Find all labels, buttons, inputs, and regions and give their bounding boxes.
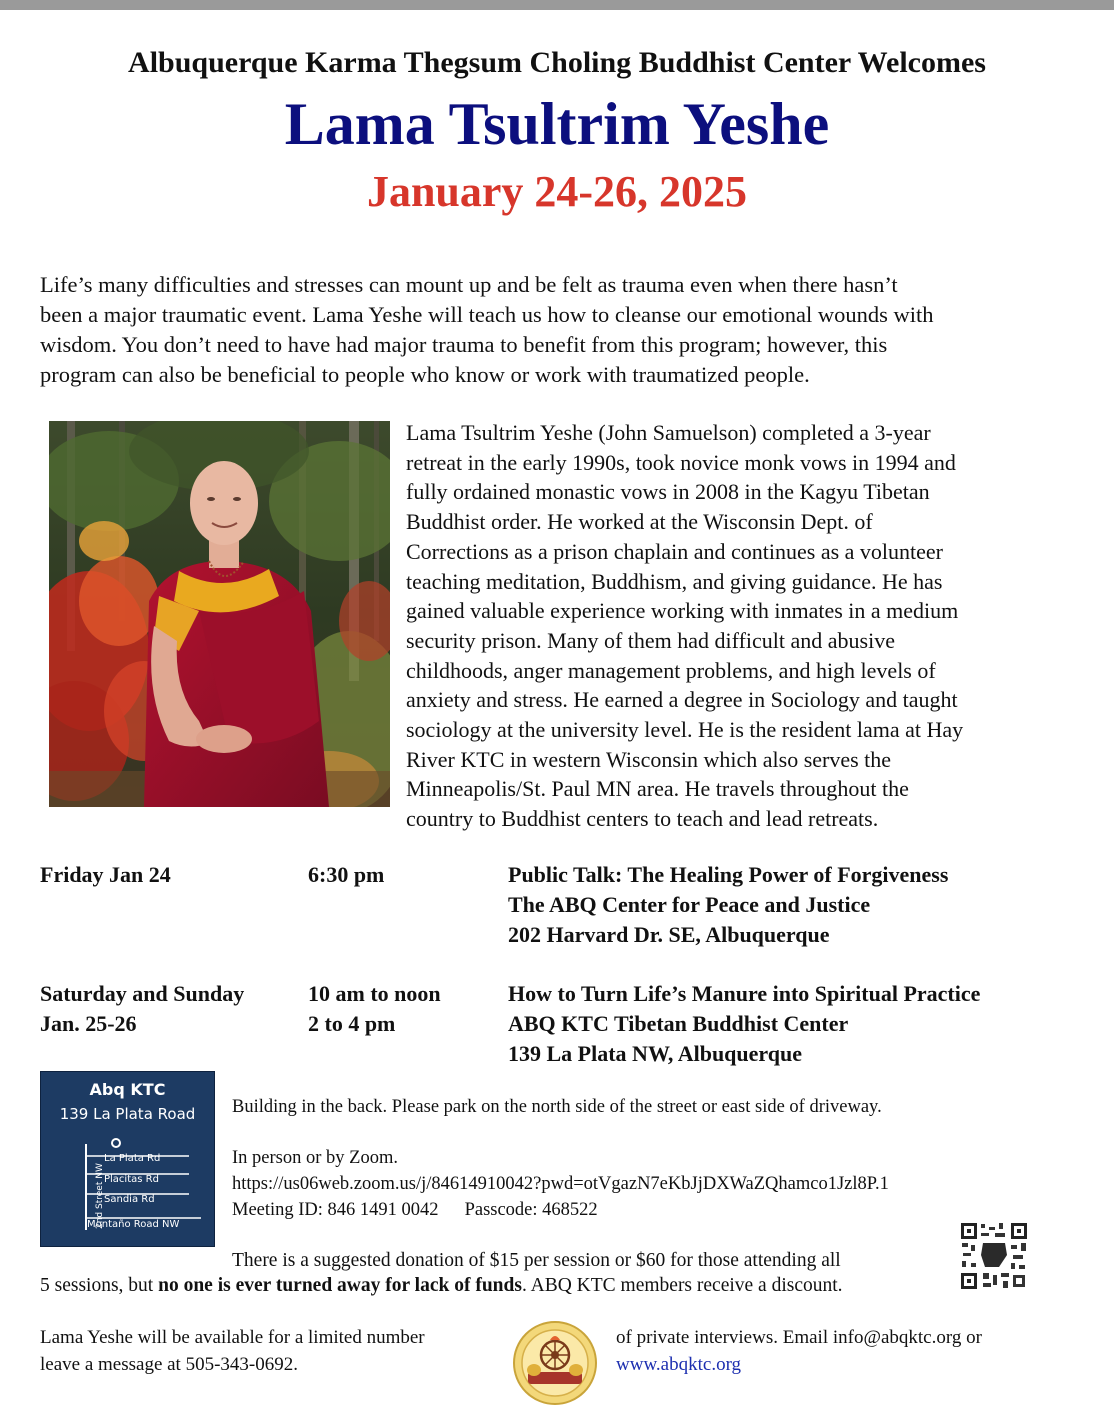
map-road-label: Sandia Rd (104, 1194, 155, 1205)
event-dates: January 24-26, 2025 (366, 167, 748, 216)
friday-venue: The ABQ Center for Peace and Justice (508, 892, 871, 917)
donation-text: 5 sessions, but (40, 1275, 159, 1296)
friday-time: 6:30 pm (308, 862, 385, 887)
location-map (40, 1071, 215, 1247)
map-street-label: 2nd Street NW (95, 1163, 105, 1229)
zoom-intro: In person or by Zoom. (232, 1148, 398, 1168)
meeting-id: Meeting ID: 846 1491 0042 (232, 1200, 439, 1220)
intro-line: Life’s many difficulties and stresses can mount up and be felt as trauma even when there hasn’t (40, 272, 898, 297)
website-link[interactable]: www.abqktc.org (616, 1354, 742, 1375)
top-border-bar (0, 0, 1114, 10)
intro-line: wisdom. You don’t need to have had major trauma to benefit from this program; however, this (40, 332, 888, 357)
map-title: Abq KTC (89, 1080, 166, 1099)
location-marker-icon (112, 1139, 120, 1147)
dharma-wheel-emblem-icon (512, 1320, 598, 1406)
weekend-time-line: 2 to 4 pm (308, 1011, 396, 1036)
weekend-day-line: Jan. 25-26 (40, 1011, 137, 1036)
bio-line: childhoods, anger management problems, and high levels of (406, 657, 936, 683)
qr-code-icon[interactable] (959, 1221, 1029, 1291)
zoom-info (232, 1145, 889, 1223)
welcome-heading: Albuquerque Karma Thegsum Choling Buddhist Center Welcomes (128, 46, 986, 79)
donation-line-2 (40, 1273, 843, 1298)
friday-details (508, 860, 948, 950)
bio-line: Corrections as a prison chaplain and continues as a volunteer (406, 538, 944, 564)
footer-right (616, 1324, 982, 1378)
weekend-title: How to Turn Life’s Manure into Spiritual Practice (508, 981, 981, 1006)
footer-left-line: leave a message at 505-343-0692. (40, 1354, 298, 1375)
bio-line: anxiety and stress. He earned a degree in Sociology and taught (406, 687, 958, 713)
map-road-label: La Plata Rd (104, 1153, 161, 1164)
intro-line: been a major traumatic event. Lama Yeshe will teach us how to cleanse our emotional wounds with (40, 302, 934, 327)
bio-line: security prison. Many of them had difficult and abusive (406, 627, 895, 653)
bio-line: sociology at the university level. He is the resident lama at Hay (406, 717, 964, 743)
weekend-day (40, 979, 244, 1039)
map-road-label: Placitas Rd (104, 1174, 159, 1185)
weekend-day-line: Saturday and Sunday (40, 981, 245, 1006)
donation-emphasis: no one is ever turned away for lack of funds (158, 1275, 522, 1296)
intro-paragraph (40, 270, 1090, 390)
footer-right-line: of private interviews. Email info@abqktc.org or (616, 1327, 982, 1348)
friday-address: 202 Harvard Dr. SE, Albuquerque (508, 922, 830, 947)
friday-day: Friday Jan 24 (40, 862, 171, 887)
parking-text: Building in the back. Please park on the north side of the street or east side of driveway. (232, 1097, 882, 1117)
map-road-label: Montaño Road NW (87, 1219, 180, 1230)
weekend-details (508, 979, 980, 1069)
bio-line: River KTC in western Wisconsin which also serves the (406, 746, 892, 772)
bio-line: retreat in the early 1990s, took novice monk vows in 1994 and (406, 449, 956, 475)
bio-line: Minneapolis/St. Paul MN area. He travels throughout the (406, 776, 909, 802)
map-subtitle: 139 La Plata Road (59, 1105, 196, 1123)
intro-line: program can also be beneficial to people who know or work with traumatized people. (40, 362, 810, 387)
teacher-bio (406, 418, 963, 834)
donation-text: . ABQ KTC members receive a discount. (521, 1275, 843, 1296)
teacher-name-title: Lama Tsultrim Yeshe (284, 91, 830, 157)
donation-line-1: There is a suggested donation of $15 per session or $60 for those attending all (232, 1250, 841, 1271)
weekend-time-line: 10 am to noon (308, 981, 441, 1006)
passcode: Passcode: 468522 (464, 1200, 598, 1220)
bio-line: gained valuable experience working with inmates in a medium (406, 598, 959, 624)
weekend-time (308, 979, 441, 1039)
bio-line: teaching meditation, Buddhism, and giving guidance. He has (406, 568, 943, 594)
teacher-photo (49, 421, 390, 807)
zoom-url[interactable]: https://us06web.zoom.us/j/84614910042?pwd=otVgazN7eKbJjDXWaZQhamco1Jzl8P.1 (232, 1174, 889, 1194)
parking-note (232, 1094, 882, 1120)
zoom-credentials (232, 1197, 889, 1223)
bio-line: fully ordained monastic vows in 2008 in the Kagyu Tibetan (406, 479, 930, 505)
weekend-address: 139 La Plata NW, Albuquerque (508, 1041, 803, 1066)
footer-left-line: Lama Yeshe will be available for a limited number (40, 1327, 425, 1348)
bio-line: country to Buddhist centers to teach and lead retreats. (406, 806, 879, 832)
bio-line: Lama Tsultrim Yeshe (John Samuelson) completed a 3-year (406, 420, 931, 445)
bio-line: Buddhist order. He worked at the Wisconsin Dept. of (406, 509, 873, 535)
footer-left (40, 1324, 425, 1378)
friday-title: Public Talk: The Healing Power of Forgiveness (508, 862, 949, 887)
weekend-venue: ABQ KTC Tibetan Buddhist Center (508, 1011, 849, 1036)
